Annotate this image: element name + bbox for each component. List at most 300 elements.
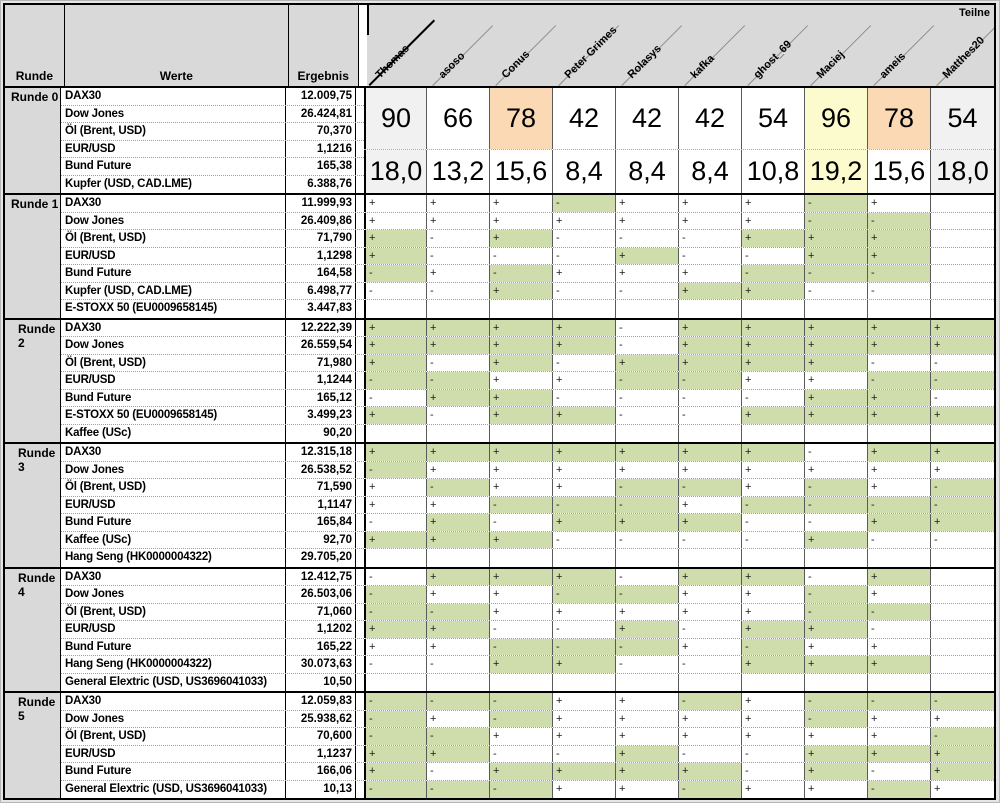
sign-cell[interactable] (679, 425, 742, 443)
score-points-cell[interactable]: 96 (805, 88, 868, 149)
instrument-name-cell[interactable]: Kaffee (USc) (61, 532, 286, 549)
result-value-cell[interactable]: 1,1216 (286, 141, 356, 158)
sign-cell[interactable]: - (616, 390, 679, 407)
sign-cell[interactable]: - (805, 604, 868, 621)
result-value-cell[interactable]: 71,590 (286, 479, 356, 496)
runde-label-cell[interactable]: Runde 1 (5, 195, 61, 318)
sign-cell[interactable]: + (931, 514, 994, 531)
participant-name[interactable]: Conus (499, 48, 532, 81)
sign-cell[interactable] (868, 425, 931, 443)
sign-cell[interactable]: - (427, 283, 490, 300)
sign-cell[interactable]: + (742, 444, 805, 461)
sign-cell[interactable]: + (868, 711, 931, 728)
sign-cell[interactable]: - (364, 265, 427, 282)
sign-cell[interactable]: + (490, 763, 553, 780)
sign-cell[interactable]: - (427, 407, 490, 424)
result-value-cell[interactable]: 92,70 (286, 532, 356, 549)
sign-cell[interactable] (742, 674, 805, 692)
instrument-name-cell[interactable]: EUR/USD (61, 497, 286, 514)
sign-cell[interactable]: + (679, 355, 742, 372)
sign-cell[interactable]: + (364, 320, 427, 337)
sign-cell[interactable]: + (553, 462, 616, 479)
sign-cell[interactable]: + (805, 746, 868, 763)
sign-cell[interactable]: + (805, 355, 868, 372)
sign-cell[interactable]: - (934, 533, 938, 546)
sign-cell[interactable] (616, 300, 679, 318)
sign-cell[interactable]: + (868, 407, 931, 424)
sign-cell[interactable]: - (805, 693, 868, 710)
sign-cell[interactable]: - (934, 356, 938, 369)
sign-cell[interactable]: + (805, 248, 868, 265)
sign-cell[interactable] (553, 549, 616, 567)
result-value-cell[interactable]: 1,1202 (286, 621, 356, 638)
sign-cell[interactable]: + (805, 763, 868, 780)
sign-cell[interactable]: - (553, 746, 616, 763)
sign-cell[interactable]: + (805, 621, 868, 638)
sign-cell[interactable]: - (553, 248, 616, 265)
score-points-cell[interactable]: 42 (553, 88, 616, 149)
sign-cell[interactable]: + (490, 532, 553, 549)
sign-cell[interactable]: - (931, 479, 994, 496)
sign-cell[interactable] (805, 674, 868, 692)
result-value-cell[interactable]: 71,980 (286, 355, 356, 372)
sign-cell[interactable]: + (553, 372, 616, 389)
sign-cell[interactable]: + (553, 479, 616, 496)
sign-cell[interactable]: + (553, 569, 616, 586)
result-value-cell[interactable]: 3.499,23 (286, 407, 356, 424)
instrument-name-cell[interactable]: General Elextric (USD, US3696041033) (61, 781, 286, 799)
sign-cell[interactable]: + (742, 320, 805, 337)
sign-cell[interactable]: - (679, 479, 742, 496)
sign-cell[interactable] (490, 549, 553, 567)
sign-cell[interactable] (868, 674, 931, 692)
sign-cell[interactable]: + (616, 711, 679, 728)
sign-cell[interactable]: + (427, 462, 490, 479)
sign-cell[interactable]: - (490, 514, 553, 531)
result-value-cell[interactable]: 1,1237 (286, 746, 356, 763)
runde-label-cell[interactable]: Runde 2 (5, 320, 61, 443)
sign-cell[interactable]: + (679, 497, 742, 514)
sign-cell[interactable]: + (679, 195, 742, 212)
sign-cell[interactable]: - (616, 283, 679, 300)
sign-cell[interactable]: - (364, 283, 427, 300)
sign-cell[interactable]: + (616, 355, 679, 372)
sign-cell[interactable]: + (868, 444, 931, 461)
sign-cell[interactable]: - (364, 586, 427, 603)
sign-cell[interactable]: + (805, 532, 868, 549)
sign-cell[interactable]: + (868, 569, 931, 586)
result-value-cell[interactable]: 71,060 (286, 604, 356, 621)
sign-cell[interactable]: - (931, 372, 994, 389)
sign-cell[interactable]: + (490, 444, 553, 461)
instrument-name-cell[interactable]: Öl (Brent, USD) (61, 479, 286, 496)
sign-cell[interactable]: + (868, 390, 931, 407)
sign-cell[interactable]: + (742, 213, 805, 230)
sign-cell[interactable]: + (427, 532, 490, 549)
sign-cell[interactable]: - (868, 372, 931, 389)
sign-cell[interactable]: - (616, 230, 679, 247)
result-value-cell[interactable]: 30.073,63 (286, 656, 356, 673)
sign-cell[interactable]: - (679, 656, 742, 673)
sign-cell[interactable]: - (742, 497, 805, 514)
sign-cell[interactable]: + (490, 586, 553, 603)
score-points-cell[interactable]: 78 (868, 88, 931, 149)
sign-cell[interactable] (931, 283, 994, 300)
instrument-name-cell[interactable]: Öl (Brent, USD) (61, 230, 286, 247)
sign-cell[interactable]: - (742, 514, 805, 531)
sign-cell[interactable]: + (805, 230, 868, 247)
sign-cell[interactable] (931, 549, 994, 567)
sign-cell[interactable]: - (364, 372, 427, 389)
sign-cell[interactable]: + (490, 604, 553, 621)
participant-name[interactable]: Thomas (373, 42, 412, 81)
instrument-name-cell[interactable]: DAX30 (61, 320, 286, 337)
sign-cell[interactable]: + (742, 230, 805, 247)
sign-cell[interactable]: + (742, 479, 805, 496)
sign-cell[interactable] (427, 549, 490, 567)
instrument-name-cell[interactable]: EUR/USD (61, 141, 286, 158)
sign-cell[interactable]: + (931, 337, 994, 354)
sign-cell[interactable]: + (616, 604, 679, 621)
sign-cell[interactable]: + (364, 355, 427, 372)
sign-cell[interactable]: + (364, 497, 427, 514)
sign-cell[interactable]: + (616, 444, 679, 461)
sign-cell[interactable]: - (868, 781, 931, 799)
sign-cell[interactable]: + (616, 781, 679, 799)
sign-cell[interactable]: + (868, 462, 931, 479)
sign-cell[interactable]: - (364, 728, 427, 745)
participant-name[interactable]: Matthes20 (940, 34, 987, 81)
instrument-name-cell[interactable]: DAX30 (61, 569, 286, 586)
sign-cell[interactable]: + (805, 390, 868, 407)
sign-cell[interactable]: - (616, 497, 679, 514)
instrument-name-cell[interactable]: EUR/USD (61, 372, 286, 389)
instrument-name-cell[interactable]: Bund Future (61, 639, 286, 656)
sign-cell[interactable]: - (553, 639, 616, 656)
sign-cell[interactable]: + (553, 604, 616, 621)
participant-name[interactable]: ameis (877, 50, 908, 81)
sign-cell[interactable]: - (805, 479, 868, 496)
sign-cell[interactable]: + (553, 656, 616, 673)
score-detail-cell[interactable]: 15,6 (490, 150, 553, 193)
sign-cell[interactable]: - (553, 390, 616, 407)
sign-cell[interactable] (616, 674, 679, 692)
sign-cell[interactable]: + (427, 569, 490, 586)
sign-cell[interactable]: - (679, 372, 742, 389)
sign-cell[interactable]: - (679, 230, 742, 247)
sign-cell[interactable]: + (427, 390, 490, 407)
sign-cell[interactable]: + (490, 320, 553, 337)
sign-cell[interactable]: + (427, 213, 490, 230)
sign-cell[interactable]: + (616, 621, 679, 638)
runde-label-cell[interactable]: Runde 5 (5, 693, 61, 798)
participant-name[interactable]: Peter Grimes (562, 24, 619, 82)
result-value-cell[interactable]: 29.705,20 (286, 549, 356, 567)
sign-cell[interactable] (427, 674, 490, 692)
result-value-cell[interactable]: 1,1298 (286, 248, 356, 265)
sign-cell[interactable]: - (868, 532, 931, 549)
result-value-cell[interactable]: 70,370 (286, 123, 356, 140)
sign-cell[interactable] (679, 674, 742, 692)
sign-cell[interactable] (364, 300, 427, 318)
result-value-cell[interactable]: 12.222,39 (286, 320, 356, 337)
sign-cell[interactable]: - (742, 763, 805, 780)
sign-cell[interactable]: + (679, 514, 742, 531)
sign-cell[interactable]: - (427, 604, 490, 621)
sign-cell[interactable]: - (616, 639, 679, 656)
instrument-name-cell[interactable]: EUR/USD (61, 248, 286, 265)
sign-cell[interactable]: - (931, 693, 994, 710)
result-value-cell[interactable]: 6.498,77 (286, 283, 356, 300)
sign-cell[interactable]: - (616, 407, 679, 424)
sign-cell[interactable]: + (868, 230, 931, 247)
instrument-name-cell[interactable]: Dow Jones (61, 106, 286, 123)
sign-cell[interactable]: - (364, 693, 427, 710)
sign-cell[interactable]: + (616, 213, 679, 230)
sign-cell[interactable]: + (616, 265, 679, 282)
sign-cell[interactable]: - (490, 497, 553, 514)
participant-name[interactable]: Maciej (814, 48, 847, 81)
result-value-cell[interactable]: 25.938,62 (286, 711, 356, 728)
sign-cell[interactable] (742, 425, 805, 443)
instrument-name-cell[interactable]: Hang Seng (HK0000004322) (61, 549, 286, 567)
sign-cell[interactable]: + (553, 213, 616, 230)
score-points-cell[interactable]: 66 (427, 88, 490, 149)
sign-cell[interactable]: + (742, 283, 805, 300)
sign-cell[interactable]: + (679, 711, 742, 728)
sign-cell[interactable] (931, 195, 994, 212)
sign-cell[interactable]: + (427, 711, 490, 728)
sign-cell[interactable]: + (742, 355, 805, 372)
sign-cell[interactable]: + (934, 463, 941, 476)
instrument-name-cell[interactable]: Kaffee (USc) (61, 425, 286, 443)
sign-cell[interactable] (931, 425, 994, 443)
sign-cell[interactable]: - (805, 586, 868, 603)
sign-cell[interactable]: + (364, 746, 427, 763)
sign-cell[interactable]: + (742, 372, 805, 389)
sign-cell[interactable]: + (742, 656, 805, 673)
sign-cell[interactable]: + (868, 639, 931, 656)
sign-cell[interactable] (364, 674, 427, 692)
sign-cell[interactable]: + (742, 195, 805, 212)
sign-cell[interactable]: + (742, 462, 805, 479)
sign-cell[interactable]: + (742, 711, 805, 728)
sign-cell[interactable]: - (553, 532, 616, 549)
sign-cell[interactable]: + (553, 728, 616, 745)
sign-cell[interactable]: + (427, 514, 490, 531)
score-points-cell[interactable]: 54 (742, 88, 805, 149)
sign-cell[interactable]: + (490, 213, 553, 230)
sign-cell[interactable]: + (805, 320, 868, 337)
sign-cell[interactable]: + (805, 337, 868, 354)
sign-cell[interactable]: + (868, 248, 931, 265)
sign-cell[interactable]: - (364, 462, 427, 479)
instrument-name-cell[interactable]: Öl (Brent, USD) (61, 355, 286, 372)
sign-cell[interactable]: + (679, 444, 742, 461)
instrument-name-cell[interactable]: Dow Jones (61, 711, 286, 728)
sign-cell[interactable]: + (427, 621, 490, 638)
sign-cell[interactable]: + (427, 497, 490, 514)
sign-cell[interactable]: - (364, 711, 427, 728)
sign-cell[interactable]: + (868, 728, 931, 745)
sign-cell[interactable]: - (868, 355, 931, 372)
score-points-cell[interactable]: 54 (931, 88, 994, 149)
sign-cell[interactable]: + (679, 763, 742, 780)
sign-cell[interactable]: + (679, 639, 742, 656)
instrument-name-cell[interactable]: E-STOXX 50 (EU0009658145) (61, 300, 286, 318)
sign-cell[interactable]: + (553, 320, 616, 337)
sign-cell[interactable]: - (490, 693, 553, 710)
sign-cell[interactable]: + (805, 656, 868, 673)
sign-cell[interactable]: + (679, 320, 742, 337)
sign-cell[interactable]: + (490, 569, 553, 586)
sign-cell[interactable]: - (427, 693, 490, 710)
sign-cell[interactable]: - (427, 372, 490, 389)
sign-cell[interactable] (931, 586, 994, 603)
sign-cell[interactable]: - (805, 444, 868, 461)
sign-cell[interactable]: + (490, 372, 553, 389)
result-value-cell[interactable]: 90,20 (286, 425, 356, 443)
sign-cell[interactable]: - (679, 532, 742, 549)
sign-cell[interactable]: - (364, 514, 427, 531)
sign-cell[interactable] (427, 425, 490, 443)
score-detail-cell[interactable]: 18,0 (364, 150, 427, 193)
instrument-name-cell[interactable]: Öl (Brent, USD) (61, 123, 286, 140)
sign-cell[interactable]: - (364, 390, 427, 407)
sign-cell[interactable]: + (553, 763, 616, 780)
sign-cell[interactable]: - (553, 621, 616, 638)
sign-cell[interactable]: - (553, 586, 616, 603)
sign-cell[interactable] (931, 248, 994, 265)
sign-cell[interactable]: - (553, 355, 616, 372)
sign-cell[interactable] (931, 621, 994, 638)
sign-cell[interactable]: + (490, 355, 553, 372)
sign-cell[interactable]: + (490, 195, 553, 212)
sign-cell[interactable]: + (427, 639, 490, 656)
sign-cell[interactable]: - (805, 497, 868, 514)
sign-cell[interactable]: - (742, 248, 805, 265)
sign-cell[interactable]: + (679, 728, 742, 745)
instrument-name-cell[interactable]: Bund Future (61, 265, 286, 282)
participant-name[interactable]: asoso (436, 50, 468, 81)
instrument-name-cell[interactable]: Dow Jones (61, 462, 286, 479)
sign-cell[interactable]: - (805, 569, 868, 586)
result-value-cell[interactable]: 165,12 (286, 390, 356, 407)
runde-label-cell[interactable]: Runde 3 (5, 444, 61, 567)
column-header-ergebnis[interactable]: Ergebnis (289, 5, 359, 86)
instrument-name-cell[interactable]: General Elextric (USD, US3696041033) (61, 674, 286, 692)
sign-cell[interactable]: - (868, 283, 931, 300)
sign-cell[interactable]: + (868, 320, 931, 337)
result-value-cell[interactable]: 12.009,75 (286, 88, 356, 105)
runde-label-cell[interactable]: Runde 4 (5, 569, 61, 692)
sign-cell[interactable]: - (805, 265, 868, 282)
sign-cell[interactable]: - (427, 248, 490, 265)
sign-cell[interactable] (931, 300, 994, 318)
sign-cell[interactable]: + (364, 621, 427, 638)
result-value-cell[interactable]: 71,790 (286, 230, 356, 247)
sign-cell[interactable]: + (934, 782, 941, 795)
result-value-cell[interactable]: 12.315,18 (286, 444, 356, 461)
sign-cell[interactable]: - (553, 195, 616, 212)
sign-cell[interactable]: + (427, 444, 490, 461)
score-points-cell[interactable]: 90 (364, 88, 427, 149)
sign-cell[interactable]: + (427, 265, 490, 282)
sign-cell[interactable]: + (679, 569, 742, 586)
sign-cell[interactable]: + (742, 604, 805, 621)
sign-cell[interactable]: + (805, 639, 868, 656)
sign-cell[interactable]: + (364, 230, 427, 247)
sign-cell[interactable]: - (427, 728, 490, 745)
sign-cell[interactable]: + (805, 462, 868, 479)
sign-cell[interactable]: - (868, 604, 931, 621)
sign-cell[interactable]: + (490, 462, 553, 479)
sign-cell[interactable] (931, 230, 994, 247)
sign-cell[interactable]: - (490, 248, 553, 265)
sign-cell[interactable]: - (868, 213, 931, 230)
sign-cell[interactable]: - (490, 711, 553, 728)
sign-cell[interactable]: + (553, 337, 616, 354)
sign-cell[interactable] (364, 549, 427, 567)
result-value-cell[interactable]: 26.503,06 (286, 586, 356, 603)
result-value-cell[interactable]: 11.999,93 (286, 195, 356, 212)
sign-cell[interactable]: + (934, 712, 941, 725)
instrument-name-cell[interactable]: Bund Future (61, 763, 286, 780)
sign-cell[interactable] (616, 549, 679, 567)
sign-cell[interactable]: - (616, 372, 679, 389)
sign-cell[interactable]: - (868, 265, 931, 282)
sign-cell[interactable]: + (364, 337, 427, 354)
sign-cell[interactable]: - (742, 265, 805, 282)
sign-cell[interactable] (679, 300, 742, 318)
sign-cell[interactable]: - (805, 195, 868, 212)
sign-cell[interactable] (805, 300, 868, 318)
sign-cell[interactable]: + (742, 781, 805, 799)
sign-cell[interactable]: - (679, 746, 742, 763)
sign-cell[interactable]: + (616, 763, 679, 780)
result-value-cell[interactable]: 12.059,83 (286, 693, 356, 710)
sign-cell[interactable]: + (742, 693, 805, 710)
sign-cell[interactable]: + (553, 514, 616, 531)
sign-cell[interactable]: - (616, 586, 679, 603)
sign-cell[interactable]: - (616, 656, 679, 673)
sign-cell[interactable] (364, 425, 427, 443)
sign-cell[interactable] (868, 549, 931, 567)
sign-cell[interactable]: - (490, 781, 553, 799)
score-detail-cell[interactable]: 10,8 (742, 150, 805, 193)
sign-cell[interactable]: - (427, 763, 490, 780)
sign-cell[interactable]: + (679, 265, 742, 282)
result-value-cell[interactable]: 26.538,52 (286, 462, 356, 479)
runde-label-cell[interactable]: Runde 0 (5, 88, 61, 193)
instrument-name-cell[interactable]: Hang Seng (HK0000004322) (61, 656, 286, 673)
score-points-cell[interactable]: 42 (679, 88, 742, 149)
sign-cell[interactable] (868, 300, 931, 318)
instrument-name-cell[interactable]: DAX30 (61, 195, 286, 212)
sign-cell[interactable]: + (364, 532, 427, 549)
sign-cell[interactable]: - (553, 497, 616, 514)
sign-cell[interactable]: + (553, 711, 616, 728)
result-value-cell[interactable]: 165,22 (286, 639, 356, 656)
score-detail-cell[interactable]: 8,4 (679, 150, 742, 193)
instrument-name-cell[interactable]: E-STOXX 50 (EU0009658145) (61, 407, 286, 424)
result-value-cell[interactable]: 26.559,54 (286, 337, 356, 354)
score-points-cell[interactable]: 78 (490, 88, 553, 149)
instrument-name-cell[interactable]: Öl (Brent, USD) (61, 728, 286, 745)
sign-cell[interactable]: - (742, 746, 805, 763)
sign-cell[interactable]: + (616, 514, 679, 531)
sign-cell[interactable]: - (490, 265, 553, 282)
